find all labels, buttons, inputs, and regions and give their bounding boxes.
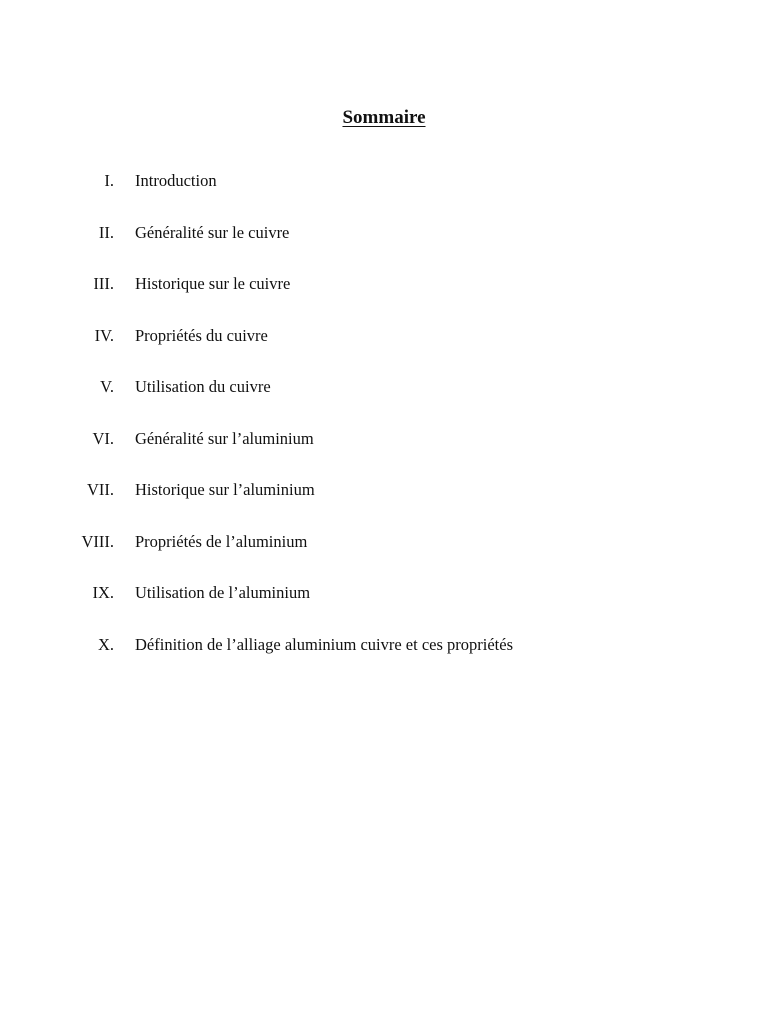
toc-entry-definition-alliage bbox=[0, 632, 768, 684]
toc-entry-generalite-aluminium bbox=[0, 426, 768, 478]
toc-entry-numeral: X. bbox=[97, 634, 114, 654]
toc-entry-label: Introduction bbox=[135, 171, 217, 190]
toc-entry-label: Historique sur l’aluminium bbox=[135, 480, 315, 499]
toc-entry-label: Historique sur le cuivre bbox=[135, 274, 291, 293]
toc-entry-label: Généralité sur le cuivre bbox=[135, 222, 290, 242]
toc-entry-introduction bbox=[0, 168, 768, 220]
toc-entry-label: Définition de l’alliage aluminium cuivre et ces propriétés bbox=[135, 634, 513, 654]
toc-entry-utilisation-cuivre bbox=[0, 374, 768, 426]
toc-entry-generalite-cuivre bbox=[0, 220, 768, 272]
toc-entry-utilisation-aluminium bbox=[0, 580, 768, 632]
toc-entry-numeral: IX. bbox=[92, 583, 114, 602]
toc-entry-numeral: VIII. bbox=[81, 531, 114, 551]
toc-entry-numeral: VI. bbox=[92, 428, 114, 448]
toc-entry-proprietes-cuivre bbox=[0, 323, 768, 375]
toc-entry-numeral: III. bbox=[93, 274, 114, 293]
toc-entry-historique-cuivre bbox=[0, 271, 768, 323]
toc-entry-numeral: II. bbox=[98, 222, 114, 242]
toc-entry-label: Propriétés du cuivre bbox=[135, 325, 268, 345]
page-title: Sommaire bbox=[342, 106, 426, 128]
toc-entry-historique-aluminium bbox=[0, 477, 768, 529]
toc-entry-label: Généralité sur l’aluminium bbox=[135, 428, 314, 448]
toc-entry-label: Utilisation du cuivre bbox=[135, 377, 271, 396]
toc-entry-proprietes-aluminium bbox=[0, 529, 768, 581]
toc-entry-numeral: IV. bbox=[94, 325, 114, 345]
toc-entry-label: Propriétés de l’aluminium bbox=[135, 531, 308, 551]
toc-entry-numeral: VII. bbox=[86, 480, 114, 499]
table-of-contents bbox=[0, 168, 768, 683]
toc-entry-numeral: I. bbox=[104, 171, 114, 190]
toc-entry-label: Utilisation de l’aluminium bbox=[135, 583, 311, 602]
toc-entry-numeral: V. bbox=[100, 377, 114, 396]
